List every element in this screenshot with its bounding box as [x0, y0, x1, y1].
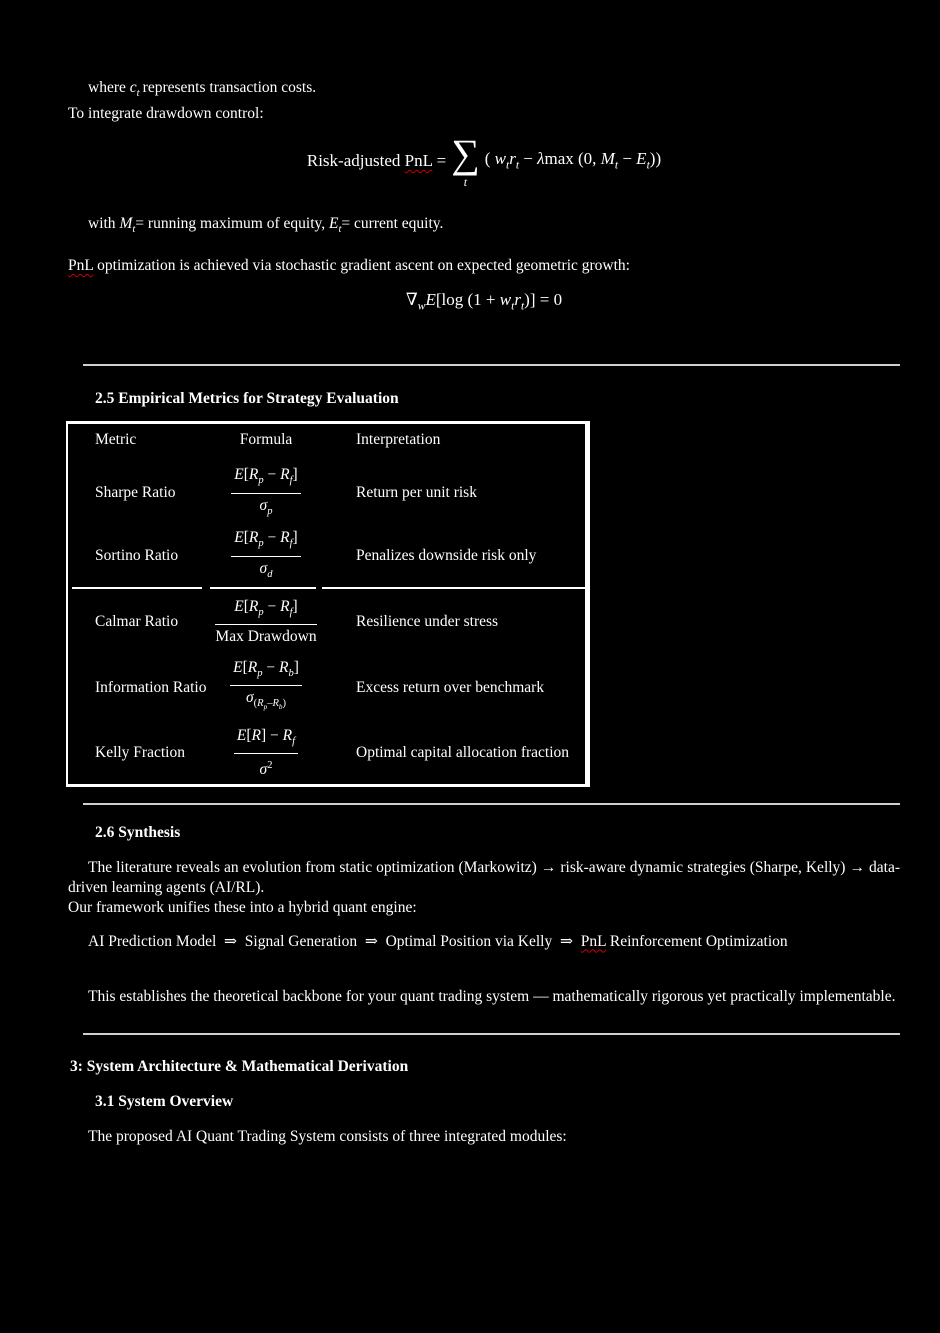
metric-name: Kelly Fraction — [95, 743, 185, 761]
table-header-row — [68, 424, 585, 461]
metric-interpretation: Optimal capital allocation fraction — [356, 743, 570, 761]
metric-name: Sortino Ratio — [95, 547, 179, 565]
system-overview-line: The proposed AI Quant Trading System consists of three integrated modules: — [88, 1127, 567, 1145]
metric-interpretation: Penalizes downside risk only — [356, 547, 537, 565]
col-header-interpretation: Interpretation — [356, 430, 441, 448]
closing-paragraph: This establishes the theoretical backbone for your quant trading system — mathematically rigorous yet practically implementable. — [88, 987, 896, 1005]
metric-formula: $\frac{E[R] - R_f}{\sigma^2}$ — [210, 726, 322, 779]
metric-formula: $\frac{E[R_p - R_f]}{\sigma_d}$ — [210, 528, 322, 583]
metric-name: Sharpe Ratio — [95, 484, 176, 502]
formula-label: Risk-adjusted PnL = — [306, 150, 447, 170]
table-row — [68, 526, 585, 587]
metric-interpretation: Excess return over benchmark — [356, 678, 545, 696]
metric-formula: $\frac{E[R_p - R_f]}{\text{Max Drawdown}}$ — [215, 598, 317, 646]
transaction-costs-line: where $c_t$ represents transaction costs. — [88, 79, 317, 100]
table-row — [68, 654, 585, 722]
heading-2-5: 2.5 Empirical Metrics for Strategy Evaluation — [95, 389, 399, 407]
metric-formula: $\frac{E[R_p - R_b]}{\sigma_{(R_p-R_b)}}$ — [210, 658, 322, 717]
document-content — [68, 0, 900, 1147]
metrics-table — [66, 421, 590, 787]
table-row — [68, 722, 585, 784]
section-divider — [83, 1033, 900, 1035]
gradient-formula: $\nabla_wE[\log$ $(1 + w_tr_t)] = 0$ — [405, 290, 563, 313]
metric-name: Calmar Ratio — [95, 612, 179, 630]
risk-adjusted-pnl-formula — [68, 131, 900, 190]
section-divider — [83, 364, 900, 366]
formula-body: ( $w_tr_t - \lambda\max$ (0, $M_t - E_t$)) — [484, 149, 662, 172]
heading-3: 3: System Architecture & Mathematical Derivation — [70, 1057, 409, 1075]
summation-symbol: ∑ t — [451, 131, 480, 190]
drawdown-control-line: To integrate drawdown control: — [68, 105, 264, 123]
heading-2-6: 2.6 Synthesis — [95, 823, 181, 841]
metric-name: Information Ratio — [95, 678, 207, 696]
table-row — [68, 461, 585, 526]
synthesis-paragraph: The literature reveals an evolution from static optimization (Markowitz) → risk-aware dynamic strategies (Sharpe, Kelly) → data-driven learning agents (AI/RL). Our framework unifies these into a hybrid quant engine: — [68, 858, 900, 916]
metric-interpretation: Resilience under stress — [356, 612, 499, 630]
metric-interpretation: Return per unit risk — [356, 484, 477, 502]
table-row — [68, 590, 585, 654]
pnl-optimization-line: PnL optimization is achieved via stochastic gradient ascent on expected geometric growth: — [68, 257, 630, 275]
metric-formula: $\frac{E[R_p - R_f]}{\sigma_p}$ — [210, 465, 322, 520]
equity-definition-line: with $M_t=$ running maximum of equity, $E_t=$ current equity. — [88, 215, 444, 236]
section-divider — [83, 803, 900, 805]
col-header-formula: Formula — [239, 430, 293, 448]
heading-3-1: 3.1 System Overview — [95, 1092, 234, 1110]
pipeline-line: AI Prediction Model ⇒ Signal Generation ⇒ Optimal Position via Kelly ⇒ PnL Reinforcement Optimization — [88, 932, 788, 950]
col-header-metric: Metric — [95, 430, 137, 448]
table-mid-rule — [68, 587, 585, 590]
